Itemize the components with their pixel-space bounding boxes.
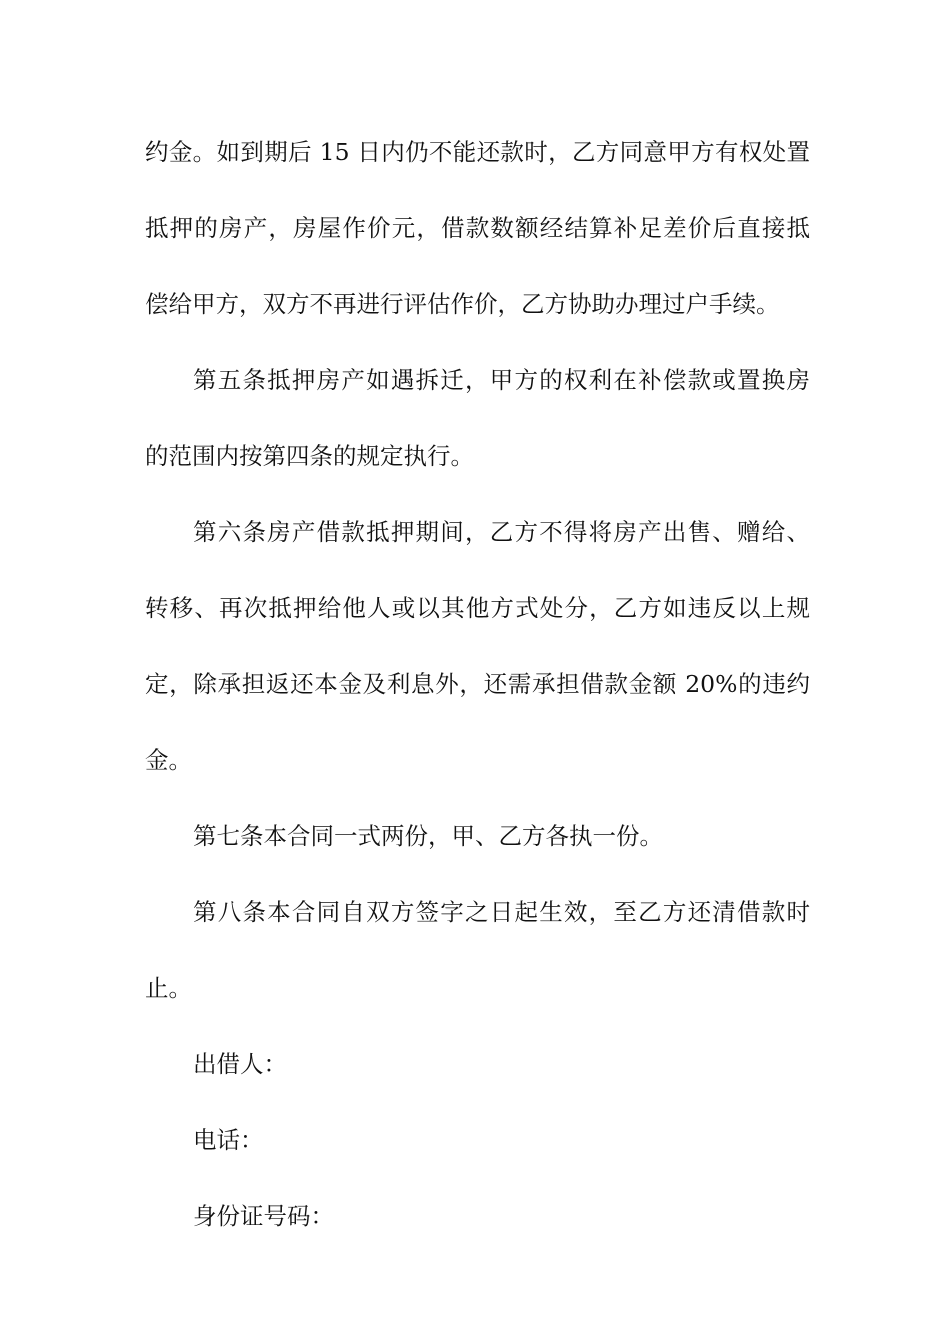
- text-line: 转移、再次抵押给他人或以其他方式处分，乙方如违反以上规: [145, 594, 810, 622]
- clause-eight-line: 第八条本合同自双方签字之日起生效，至乙方还清借款时: [193, 898, 810, 926]
- text-line: 金。: [145, 746, 192, 774]
- text-line: 约金。如到期后 15 日内仍不能还款时，乙方同意甲方有权处置: [145, 138, 810, 166]
- text-line: 定，除承担返还本金及利息外，还需承担借款金额 20%的违约: [145, 670, 810, 698]
- text-line: 偿给甲方，双方不再进行评估作价，乙方协助办理过户手续。: [145, 290, 780, 318]
- clause-five-line: 第五条抵押房产如遇拆迁，甲方的权利在补偿款或置换房: [193, 366, 810, 394]
- text-line: 的范围内按第四条的规定执行。: [145, 442, 474, 470]
- text-line: 止。: [145, 974, 192, 1002]
- clause-seven-line: 第七条本合同一式两份，甲、乙方各执一份。: [193, 822, 663, 850]
- phone-label: 电话：: [193, 1126, 264, 1154]
- id-number-label: 身份证号码：: [193, 1202, 334, 1230]
- text-line: 抵押的房产，房屋作价元，借款数额经结算补足差价后直接抵: [145, 214, 810, 242]
- lender-label: 出借人：: [193, 1050, 287, 1078]
- clause-six-line: 第六条房产借款抵押期间，乙方不得将房产出售、赠给、: [193, 518, 810, 546]
- contract-body: [145, 126, 810, 1266]
